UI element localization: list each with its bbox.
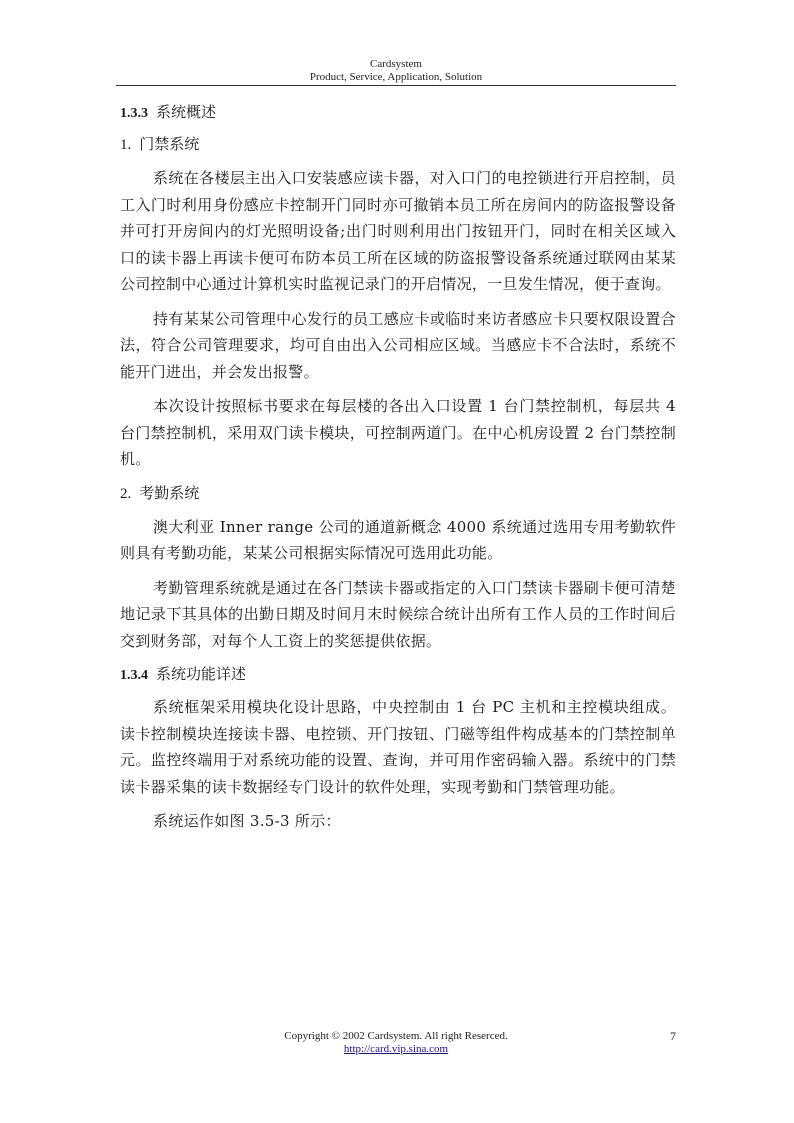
document-body (120, 100, 676, 843)
subsection-heading-access-control (120, 132, 676, 157)
paragraph: 系统框架采用模块化设计思路，中央控制由 1 台 PC 主机和主控模块组成。读卡控制模块连接读卡器、电控锁、开门按钮、门磁等组件构成基本的门禁控制单元。监控终端用于对系统功能的设置、查询，并可用作密码输入器。系统中的门禁读卡器采集的读卡数据经专门设计的软件处理，实现考勤和门禁管理功能。 (120, 698, 676, 796)
header-company: Cardsystem (370, 58, 422, 70)
section-heading-function-detail (120, 662, 676, 688)
page-header (116, 58, 676, 84)
paragraph: 本次设计按照标书要求在每层楼的各出入口设置 1 台门禁控制机，每层共 4 台门禁控制机，采用双门读卡模块，可控制两道门。在中心机房设置 2 台门禁控制机。 (120, 397, 676, 468)
section-number: 1.3.4 (120, 668, 148, 683)
paragraph: 持有某某公司管理中心发行的员工感应卡或临时来访者感应卡只要权限设置合法，符合公司管理要求，均可自由出入公司相应区域。当感应卡不合法时，系统不能开门进出，并会发出报警。 (120, 309, 676, 381)
subsection-number: 2. (120, 485, 132, 502)
subsection-heading-attendance (120, 481, 676, 506)
paragraph: 考勤管理系统就是通过在各门禁读卡器或指定的入口门禁读卡器刷卡便可清楚地记录下其具体的出勤日期及时间月末时候综合统计出所有工作人员的工作时间后交到财务部，对每个人工资上的奖惩提供依据。 (120, 578, 676, 650)
header-divider (116, 85, 676, 86)
section-title: 系统功能详述 (156, 665, 247, 683)
subsection-number: 1. (120, 137, 132, 153)
section-number: 1.3.3 (120, 106, 148, 121)
footer-copyright: Copyright © 2002 Cardsystem. All right Reserced. (284, 1030, 508, 1042)
section-title: 系统概述 (156, 103, 217, 121)
paragraph: 系统在各楼层主出入口安装感应读卡器，对入口门的电控锁进行开启控制，员工入门时利用身份感应卡控制开门同时亦可撤销本员工所在房间内的防盗报警设备并可打开房间内的灯光照明设备;出门时则利用出门按钮开门，同时在相关区域入口的读卡器上再读卡便可布防本员工所在区域的防盗报警设备系统通过联网由某某公司控制中心通过计算机实时监视记录门的开启情况，一旦发生情况，便于查询。 (120, 169, 676, 293)
header-tagline: Product, Service, Application, Solution (309, 71, 483, 83)
footer-link[interactable]: http://card.vip.sina.com (343, 1043, 449, 1055)
subsection-title: 门禁系统 (139, 135, 200, 153)
page-number: 7 (670, 1029, 676, 1043)
page-footer (116, 1030, 676, 1056)
section-heading-overview (120, 100, 676, 126)
paragraph: 澳大利亚 Inner range 公司的通道新概念 4000 系统通过选用专用考勤软件则具有考勤功能，某某公司根据实际情况可选用此功能。 (120, 517, 676, 562)
paragraph: 系统运作如图 3.5-3 所示： (153, 812, 341, 830)
subsection-title: 考勤系统 (139, 483, 200, 502)
